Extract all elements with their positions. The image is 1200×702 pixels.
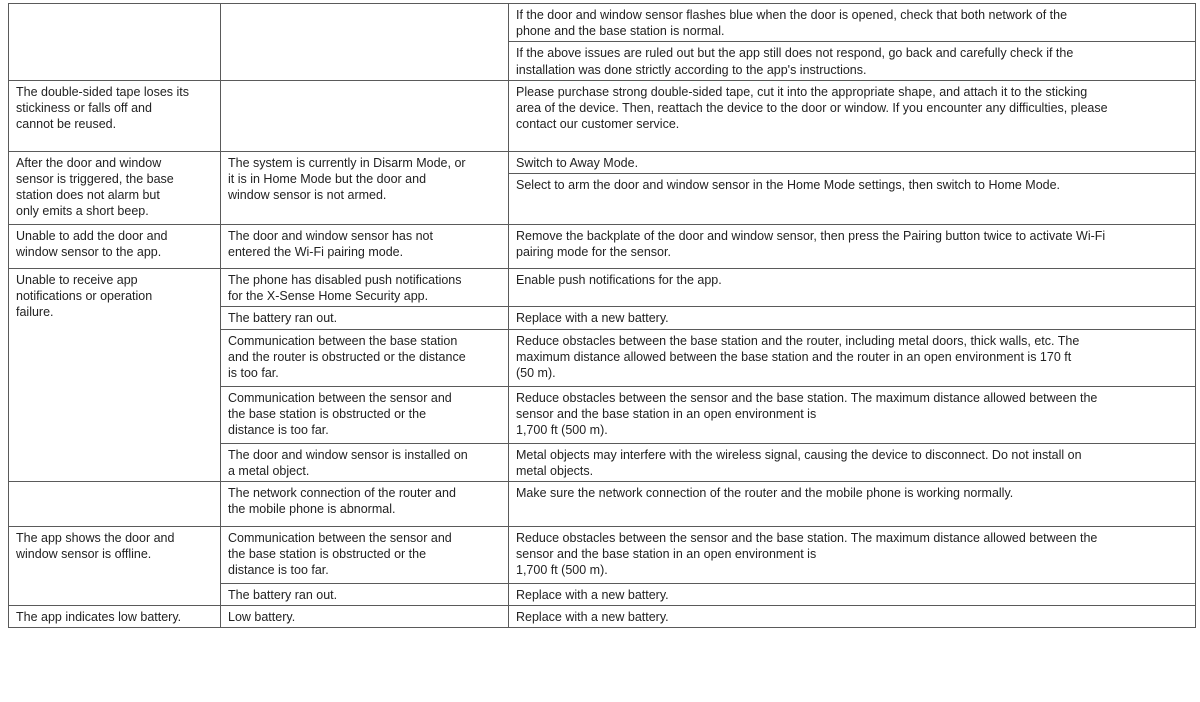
cause-cell-text: The system is currently in Disarm Mode, or it is in Home Mode but the door and window sensor is not armed. bbox=[228, 155, 466, 203]
solution-cell bbox=[509, 606, 1196, 628]
cause-cell bbox=[221, 151, 509, 224]
cause-cell-text: The battery ran out. bbox=[228, 311, 338, 326]
problem-cell-text: After the door and window sensor is triggered, the base station does not alarm but only emits a short beep. bbox=[16, 155, 174, 219]
solution-cell bbox=[509, 584, 1196, 606]
solution-cell-text: If the door and window sensor flashes blue when the door is opened, check that both network of the phone and the base station is normal. bbox=[516, 8, 1068, 39]
table-row bbox=[9, 606, 1196, 628]
solution-cell bbox=[509, 482, 1196, 527]
problem-cell bbox=[9, 151, 221, 224]
solution-cell bbox=[509, 225, 1196, 269]
cause-cell bbox=[221, 307, 509, 329]
solution-cell bbox=[509, 42, 1196, 80]
problem-cell bbox=[9, 80, 221, 151]
cause-cell bbox=[221, 386, 509, 443]
solution-cell-text: Select to arm the door and window sensor in the Home Mode settings, then switch to Home Mode. bbox=[516, 178, 1061, 193]
cause-cell-text: The door and window sensor is installed on a metal object. bbox=[228, 447, 468, 478]
solution-cell-text: Replace with a new battery. bbox=[516, 311, 669, 326]
solution-cell bbox=[509, 4, 1196, 42]
cause-cell-text: The door and window sensor has not entered the Wi-Fi pairing mode. bbox=[228, 229, 433, 260]
cause-cell-text: The phone has disabled push notifications for the X-Sense Home Security app. bbox=[228, 273, 462, 304]
cause-cell-text: Communication between the base station and the router is obstructed or the distance is too far. bbox=[228, 333, 466, 381]
cause-cell-text: The battery ran out. bbox=[228, 588, 338, 603]
solution-cell-text: Make sure the network connection of the router and the mobile phone is working normally. bbox=[516, 486, 1014, 501]
solution-cell-text: Remove the backplate of the door and window sensor, then press the Pairing button twice to activate Wi-Fi pairing mode for the sensor. bbox=[516, 229, 1106, 260]
cause-cell-text: Communication between the sensor and the base station is obstructed or the distance is too far. bbox=[228, 531, 452, 578]
problem-cell-text: The app indicates low battery. bbox=[16, 610, 182, 625]
solution-cell bbox=[509, 329, 1196, 386]
solution-cell bbox=[509, 269, 1196, 307]
solution-cell-text: Reduce obstacles between the base station and the router, including metal doors, thick walls, etc. The maximum distance allowed between the base station and the router in an open environment is 170 ft (50 m). bbox=[516, 333, 1080, 381]
cause-cell bbox=[221, 329, 509, 386]
cause-cell bbox=[221, 482, 509, 527]
solution-cell bbox=[509, 151, 1196, 173]
solution-cell-text: Enable push notifications for the app. bbox=[516, 273, 722, 288]
solution-cell-text: Replace with a new battery. bbox=[516, 610, 669, 625]
problem-cell-text: The app shows the door and window sensor is offline. bbox=[16, 531, 175, 562]
cause-cell bbox=[221, 80, 509, 151]
problem-cell bbox=[9, 527, 221, 606]
cause-cell bbox=[221, 443, 509, 481]
problem-cell-text: Unable to add the door and window sensor to the app. bbox=[16, 229, 168, 260]
cause-cell bbox=[221, 4, 509, 81]
solution-cell-text: Reduce obstacles between the sensor and the base station. The maximum distance allowed between the sensor and the base station in an open environment is 1,700 ft (500 m). bbox=[516, 531, 1098, 578]
cause-cell bbox=[221, 527, 509, 584]
solution-cell-text: Please purchase strong double-sided tape, cut it into the appropriate shape, and attach it to the sticking area of the device. Then, reattach the device to the door or window. If you encounter any difficulties, please contact our customer service. bbox=[516, 84, 1108, 132]
solution-cell bbox=[509, 307, 1196, 329]
cause-cell bbox=[221, 269, 509, 307]
problem-cell-text: The double-sided tape loses its stickiness or falls off and cannot be reused. bbox=[16, 84, 190, 132]
table-row bbox=[9, 4, 1196, 42]
cause-cell-text: The network connection of the router and the mobile phone is abnormal. bbox=[228, 486, 456, 517]
solution-cell bbox=[509, 174, 1196, 225]
cause-cell bbox=[221, 606, 509, 628]
troubleshooting-table bbox=[8, 3, 1196, 628]
solution-cell bbox=[509, 80, 1196, 151]
solution-cell-text: Switch to Away Mode. bbox=[516, 155, 639, 170]
solution-cell-text: Replace with a new battery. bbox=[516, 588, 669, 603]
problem-cell bbox=[9, 4, 221, 81]
cause-cell bbox=[221, 225, 509, 269]
troubleshooting-table-body bbox=[9, 4, 1196, 628]
solution-cell bbox=[509, 527, 1196, 584]
table-row bbox=[9, 527, 1196, 584]
table-row bbox=[9, 151, 1196, 173]
problem-cell bbox=[9, 269, 221, 482]
cause-cell-text: Communication between the sensor and the base station is obstructed or the distance is too far. bbox=[228, 390, 452, 438]
table-row bbox=[9, 80, 1196, 151]
solution-cell-text: Reduce obstacles between the sensor and the base station. The maximum distance allowed between the sensor and the base station in an open environment is 1,700 ft (500 m). bbox=[516, 390, 1098, 438]
solution-cell bbox=[509, 443, 1196, 481]
solution-cell-text: If the above issues are ruled out but the app still does not respond, go back and carefully check if the installation was done strictly according to the app's instructions. bbox=[516, 46, 1074, 77]
problem-cell bbox=[9, 482, 221, 527]
solution-cell-text: Metal objects may interfere with the wireless signal, causing the device to disconnect. Do not install on metal objects. bbox=[516, 447, 1082, 478]
problem-cell-text: Unable to receive app notifications or operation failure. bbox=[16, 273, 153, 320]
table-row bbox=[9, 269, 1196, 307]
problem-cell bbox=[9, 606, 221, 628]
table-row bbox=[9, 482, 1196, 527]
cause-cell bbox=[221, 584, 509, 606]
solution-cell bbox=[509, 386, 1196, 443]
table-row bbox=[9, 225, 1196, 269]
cause-cell-text: Low battery. bbox=[228, 610, 296, 625]
problem-cell bbox=[9, 225, 221, 269]
